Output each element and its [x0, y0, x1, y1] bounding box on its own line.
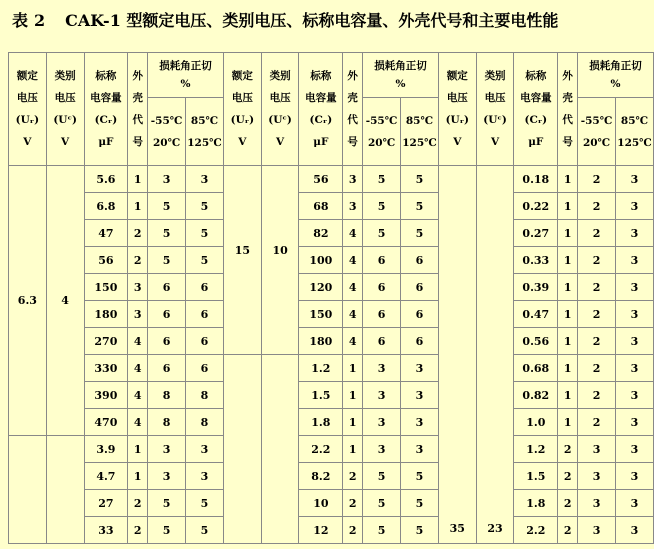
loss-low-cell: 6 — [363, 301, 401, 328]
loss-high-cell: 5 — [401, 517, 439, 544]
rated-voltage-cell: 35 — [438, 166, 476, 544]
loss-high-cell: 3 — [186, 436, 224, 463]
capacitance-cell: 0.82 — [514, 382, 558, 409]
case-code-cell: 3 — [128, 274, 148, 301]
case-code-cell: 2 — [558, 490, 578, 517]
case-code-cell: 1 — [558, 328, 578, 355]
capacitance-cell: 6.8 — [84, 193, 128, 220]
capacitance-cell: 82 — [299, 220, 343, 247]
loss-high-cell: 3 — [615, 490, 653, 517]
case-code-cell: 1 — [558, 274, 578, 301]
table-row — [9, 382, 654, 409]
loss-high-cell: 6 — [186, 355, 224, 382]
category-voltage-cell — [261, 355, 299, 544]
loss-high-cell: 3 — [186, 463, 224, 490]
capacitance-cell: 330 — [84, 355, 128, 382]
capacitance-cell: 0.39 — [514, 274, 558, 301]
table-row — [9, 517, 654, 544]
loss-low-cell: 8 — [148, 409, 186, 436]
loss-high-cell: 3 — [615, 193, 653, 220]
case-code-cell: 3 — [128, 301, 148, 328]
loss-high-cell: 3 — [615, 436, 653, 463]
header-loss-tangent: 损耗角正切 % -55℃ 20℃ 85℃ 125℃ — [148, 53, 224, 166]
header-case-code: 外 壳 代 号 — [343, 53, 363, 166]
table-row — [9, 274, 654, 301]
header-rated-voltage: 额定 电压 (Uᵣ) V — [223, 53, 261, 166]
table-row — [9, 409, 654, 436]
capacitance-cell: 180 — [84, 301, 128, 328]
case-code-cell: 2 — [128, 490, 148, 517]
case-code-cell: 2 — [343, 463, 363, 490]
header-rated-voltage: 额定 电压 (Uᵣ) V — [438, 53, 476, 166]
loss-low-cell: 2 — [578, 328, 616, 355]
header-category-voltage: 类别 电压 (Uᶜ) V — [46, 53, 84, 166]
loss-high-cell: 3 — [615, 382, 653, 409]
case-code-cell: 1 — [558, 220, 578, 247]
loss-high-cell: 3 — [615, 274, 653, 301]
loss-low-cell: 3 — [578, 517, 616, 544]
table-row — [9, 463, 654, 490]
capacitance-cell: 8.2 — [299, 463, 343, 490]
loss-high-cell: 3 — [615, 463, 653, 490]
loss-low-cell: 2 — [578, 355, 616, 382]
case-code-cell: 4 — [343, 220, 363, 247]
rated-voltage-cell: 6.3 — [9, 166, 47, 436]
case-code-cell: 1 — [128, 463, 148, 490]
loss-high-cell: 5 — [401, 166, 439, 193]
caption-text: CAK-1 型额定电压、类别电压、标称电容量、外壳代号和主要电性能 — [65, 11, 559, 30]
case-code-cell: 1 — [558, 409, 578, 436]
loss-low-cell: 3 — [578, 490, 616, 517]
case-code-cell: 1 — [558, 355, 578, 382]
case-code-cell: 1 — [128, 166, 148, 193]
capacitance-cell: 1.8 — [514, 490, 558, 517]
capacitor-spec-table — [8, 52, 654, 544]
case-code-cell: 4 — [128, 355, 148, 382]
loss-high-cell: 5 — [186, 220, 224, 247]
loss-low-cell: 5 — [363, 193, 401, 220]
header-category-voltage: 类别 电压 (Uᶜ) V — [261, 53, 299, 166]
loss-high-cell: 5 — [401, 193, 439, 220]
table-row — [9, 220, 654, 247]
capacitance-cell: 1.2 — [299, 355, 343, 382]
category-voltage-cell: 4 — [46, 166, 84, 436]
loss-low-cell: 2 — [578, 247, 616, 274]
capacitance-cell: 5.6 — [84, 166, 128, 193]
loss-low-cell: 3 — [148, 436, 186, 463]
loss-high-cell: 5 — [401, 463, 439, 490]
loss-low-cell: 6 — [148, 301, 186, 328]
case-code-cell: 2 — [128, 517, 148, 544]
capacitance-cell: 1.8 — [299, 409, 343, 436]
table-row — [9, 247, 654, 274]
loss-low-cell: 2 — [578, 382, 616, 409]
header-loss-tangent: 损耗角正切 % -55℃ 20℃ 85℃ 125℃ — [363, 53, 439, 166]
loss-high-cell: 5 — [186, 247, 224, 274]
loss-high-cell: 8 — [186, 382, 224, 409]
header-capacitance: 标称 电容量 (Cᵣ) μF — [84, 53, 128, 166]
loss-low-cell: 2 — [578, 301, 616, 328]
case-code-cell: 3 — [343, 166, 363, 193]
loss-high-cell: 3 — [615, 301, 653, 328]
case-code-cell: 2 — [128, 247, 148, 274]
case-code-cell: 4 — [343, 274, 363, 301]
case-code-cell: 2 — [343, 490, 363, 517]
capacitance-cell: 0.56 — [514, 328, 558, 355]
loss-low-cell: 5 — [148, 490, 186, 517]
loss-low-cell: 8 — [148, 382, 186, 409]
case-code-cell: 1 — [558, 166, 578, 193]
case-code-cell: 2 — [128, 220, 148, 247]
loss-high-cell: 8 — [186, 409, 224, 436]
capacitance-cell: 100 — [299, 247, 343, 274]
loss-low-cell: 5 — [363, 220, 401, 247]
capacitance-cell: 120 — [299, 274, 343, 301]
loss-high-cell: 3 — [401, 355, 439, 382]
loss-high-cell: 5 — [186, 490, 224, 517]
loss-high-cell: 5 — [401, 220, 439, 247]
capacitance-cell: 1.0 — [514, 409, 558, 436]
loss-low-cell: 6 — [148, 355, 186, 382]
loss-low-cell: 2 — [578, 166, 616, 193]
capacitance-cell: 47 — [84, 220, 128, 247]
table-row — [9, 193, 654, 220]
loss-low-cell: 6 — [363, 247, 401, 274]
capacitance-cell: 150 — [299, 301, 343, 328]
table-body — [9, 166, 654, 544]
header-capacitance: 标称 电容量 (Cᵣ) μF — [514, 53, 558, 166]
rated-voltage-cell: 15 — [223, 166, 261, 355]
loss-high-cell: 3 — [615, 409, 653, 436]
loss-low-cell: 5 — [363, 166, 401, 193]
capacitance-cell: 4.7 — [84, 463, 128, 490]
case-code-cell: 1 — [343, 355, 363, 382]
capacitance-cell: 0.22 — [514, 193, 558, 220]
loss-high-cell: 5 — [401, 490, 439, 517]
loss-low-cell: 5 — [148, 193, 186, 220]
loss-low-cell: 3 — [578, 436, 616, 463]
capacitance-cell: 1.2 — [514, 436, 558, 463]
case-code-cell: 1 — [343, 436, 363, 463]
table-caption — [12, 8, 558, 31]
loss-low-cell: 5 — [363, 463, 401, 490]
capacitance-cell: 3.9 — [84, 436, 128, 463]
loss-low-cell: 5 — [148, 220, 186, 247]
loss-high-cell: 3 — [401, 382, 439, 409]
capacitance-cell: 2.2 — [514, 517, 558, 544]
table-row — [9, 166, 654, 193]
capacitance-cell: 1.5 — [299, 382, 343, 409]
loss-high-cell: 3 — [401, 436, 439, 463]
case-code-cell: 2 — [558, 436, 578, 463]
loss-low-cell: 5 — [148, 517, 186, 544]
caption-label: 表 — [12, 11, 29, 30]
case-code-cell: 1 — [558, 301, 578, 328]
category-voltage-cell: 23 — [476, 166, 514, 544]
category-voltage-cell: 10 — [261, 166, 299, 355]
header-category-voltage: 类别 电压 (Uᶜ) V — [476, 53, 514, 166]
caption-number: 2 — [34, 11, 46, 30]
capacitance-cell: 150 — [84, 274, 128, 301]
capacitance-cell: 270 — [84, 328, 128, 355]
loss-high-cell: 3 — [615, 328, 653, 355]
table-row — [9, 328, 654, 355]
loss-low-cell: 3 — [148, 463, 186, 490]
loss-low-cell: 3 — [148, 166, 186, 193]
capacitance-cell: 0.18 — [514, 166, 558, 193]
capacitance-cell: 12 — [299, 517, 343, 544]
capacitance-cell: 33 — [84, 517, 128, 544]
case-code-cell: 4 — [128, 409, 148, 436]
loss-high-cell: 5 — [186, 193, 224, 220]
case-code-cell: 3 — [343, 193, 363, 220]
case-code-cell: 1 — [128, 436, 148, 463]
loss-high-cell: 6 — [401, 301, 439, 328]
loss-high-cell: 3 — [186, 166, 224, 193]
capacitance-cell: 180 — [299, 328, 343, 355]
loss-low-cell: 6 — [148, 328, 186, 355]
rated-voltage-cell — [223, 355, 261, 544]
capacitance-cell: 27 — [84, 490, 128, 517]
loss-low-cell: 2 — [578, 193, 616, 220]
case-code-cell: 4 — [343, 328, 363, 355]
case-code-cell: 1 — [558, 193, 578, 220]
loss-high-cell: 6 — [186, 301, 224, 328]
category-voltage-cell — [46, 436, 84, 544]
capacitance-cell: 470 — [84, 409, 128, 436]
loss-high-cell: 3 — [615, 517, 653, 544]
loss-high-cell: 6 — [186, 274, 224, 301]
case-code-cell: 1 — [128, 193, 148, 220]
loss-low-cell: 6 — [148, 274, 186, 301]
table-row — [9, 301, 654, 328]
loss-high-cell: 3 — [615, 220, 653, 247]
loss-low-cell: 3 — [578, 463, 616, 490]
loss-low-cell: 3 — [363, 409, 401, 436]
capacitance-cell: 10 — [299, 490, 343, 517]
header-rated-voltage: 额定 电压 (Uᵣ) V — [9, 53, 47, 166]
case-code-cell: 2 — [558, 517, 578, 544]
header-case-code: 外 壳 代 号 — [128, 53, 148, 166]
loss-low-cell: 3 — [363, 355, 401, 382]
loss-high-cell: 6 — [401, 274, 439, 301]
loss-high-cell: 6 — [186, 328, 224, 355]
case-code-cell: 2 — [343, 517, 363, 544]
case-code-cell: 1 — [343, 409, 363, 436]
capacitance-cell: 2.2 — [299, 436, 343, 463]
table-row — [9, 490, 654, 517]
loss-low-cell: 5 — [363, 517, 401, 544]
loss-low-cell: 5 — [363, 490, 401, 517]
header-row — [9, 53, 654, 166]
rated-voltage-cell — [9, 436, 47, 544]
loss-high-cell: 3 — [615, 355, 653, 382]
loss-low-cell: 6 — [363, 274, 401, 301]
case-code-cell: 1 — [558, 247, 578, 274]
header-case-code: 外 壳 代 号 — [558, 53, 578, 166]
case-code-cell: 4 — [343, 301, 363, 328]
case-code-cell: 1 — [558, 382, 578, 409]
capacitance-cell: 0.33 — [514, 247, 558, 274]
capacitance-cell: 0.47 — [514, 301, 558, 328]
capacitance-cell: 1.5 — [514, 463, 558, 490]
loss-high-cell: 3 — [615, 247, 653, 274]
loss-low-cell: 6 — [363, 328, 401, 355]
loss-low-cell: 5 — [148, 247, 186, 274]
table-row — [9, 355, 654, 382]
loss-high-cell: 6 — [401, 247, 439, 274]
header-loss-tangent: 损耗角正切 % -55℃ 20℃ 85℃ 125℃ — [578, 53, 654, 166]
loss-high-cell: 3 — [401, 409, 439, 436]
capacitance-cell: 390 — [84, 382, 128, 409]
case-code-cell: 4 — [128, 328, 148, 355]
capacitance-cell: 0.68 — [514, 355, 558, 382]
table-header — [9, 53, 654, 166]
case-code-cell: 4 — [343, 247, 363, 274]
capacitance-cell: 68 — [299, 193, 343, 220]
case-code-cell: 1 — [343, 382, 363, 409]
loss-low-cell: 2 — [578, 274, 616, 301]
capacitance-cell: 56 — [299, 166, 343, 193]
loss-low-cell: 3 — [363, 436, 401, 463]
case-code-cell: 4 — [128, 382, 148, 409]
loss-high-cell: 6 — [401, 328, 439, 355]
case-code-cell: 2 — [558, 463, 578, 490]
loss-low-cell: 2 — [578, 220, 616, 247]
loss-low-cell: 2 — [578, 409, 616, 436]
table-row — [9, 436, 654, 463]
capacitance-cell: 0.27 — [514, 220, 558, 247]
loss-high-cell: 5 — [186, 517, 224, 544]
header-capacitance: 标称 电容量 (Cᵣ) μF — [299, 53, 343, 166]
loss-low-cell: 3 — [363, 382, 401, 409]
capacitance-cell: 56 — [84, 247, 128, 274]
loss-high-cell: 3 — [615, 166, 653, 193]
